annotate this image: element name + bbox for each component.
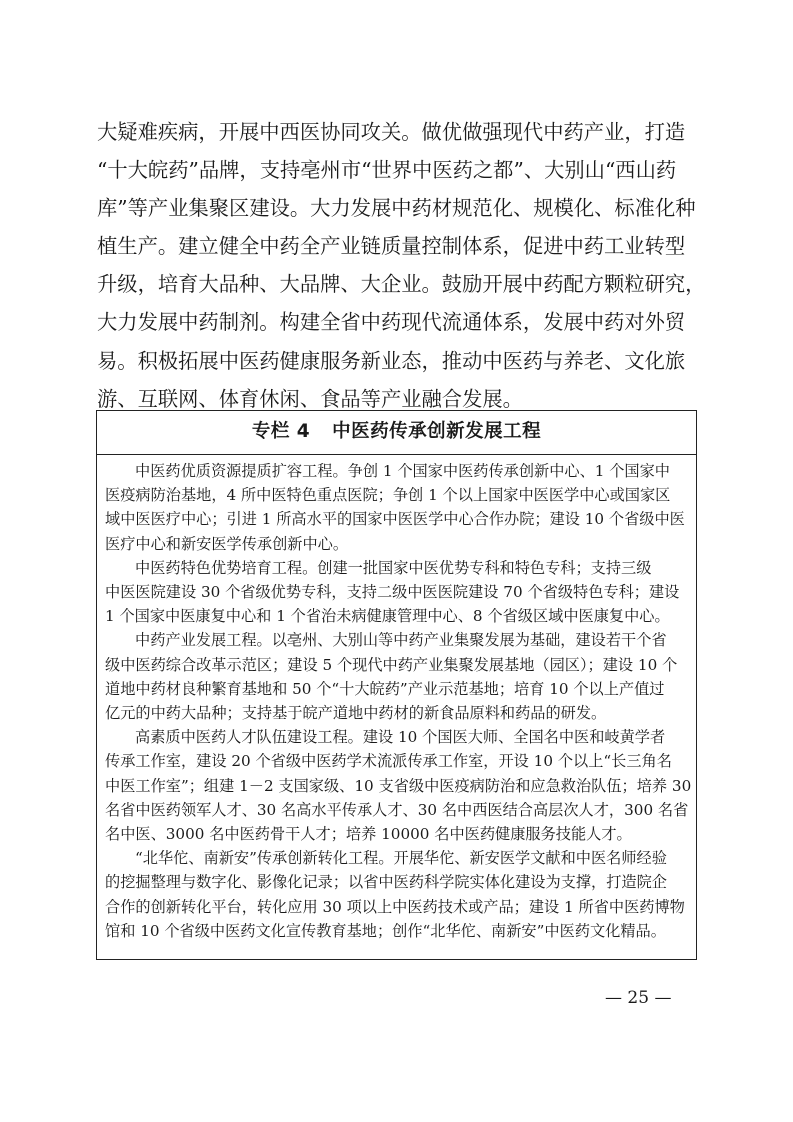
box-paragraph	[105, 556, 688, 629]
box-paragraph-line: 名省中医药领军人才、30 名高水平传承人才、30 名中西医结合高层次人才，300 名省	[105, 800, 689, 819]
box-title-prefix: 专栏 4	[251, 421, 311, 442]
box-paragraph-line: 合作的创新转化平台，转化应用 30 项以上中医药技术或产品；建设 1 所省中医药博物	[105, 897, 685, 916]
box-paragraph-line: “北华佗、南新安”传承创新转化工程。开展华佗、新安医学文献和中医名师经验	[135, 849, 667, 868]
box-paragraph	[105, 459, 688, 556]
body-line: 库”等产业集聚区建设。大力发展中药材规范化、规模化、标准化种	[97, 196, 696, 221]
box-paragraph-line: 域中医医疗中心；引进 1 所高水平的国家中医医学中心合作办院；建设 10 个省级中医	[105, 510, 685, 529]
body-line: “十大皖药”品牌，支持亳州市“世界中医药之都”、大别山“西山药	[97, 158, 677, 183]
box-paragraph-line: 中医医院建设 30 个省级优势专科，支持二级中医医院建设 70 个省级特色专科；建设	[105, 583, 680, 602]
body-line: 易。积极拓展中医药健康服务新业态，推动中医药与养老、文化旅	[97, 348, 686, 373]
page-number: — 25 —	[605, 988, 672, 1008]
box-title	[97, 411, 696, 455]
box-paragraph	[105, 725, 692, 846]
box-paragraph	[105, 846, 688, 943]
box-paragraph-line: 中医药优质资源提质扩容工程。争创 1 个国家中医药传承创新中心、1 个国家中	[135, 462, 670, 480]
box-paragraph-line: 亿元的中药大品种；支持基于皖产道地中药材的新食品原料和药品的研发。	[105, 704, 607, 723]
box-paragraph-line: 中药产业发展工程。以亳州、大别山等中药产业集聚发展为基础，建设若干个省	[135, 631, 667, 650]
box-paragraph-line: 高素质中医药人才队伍建设工程。建设 10 个国医大师、全国名中医和岐黄学者	[135, 728, 666, 747]
box-paragraph-line: 级中医药综合改革示范区；建设 5 个现代中药产业集聚发展基地（园区）；建设 10 个	[105, 655, 678, 674]
box-paragraph-line: 医疗中心和新安医学传承创新中心。	[105, 534, 348, 553]
body-line: 大力发展中药制剂。构建全省中药现代流通体系，发展中药对外贸	[97, 310, 686, 335]
box-paragraph-line: 1 个国家中医康复中心和 1 个省治未病健康管理中心、8 个省级区域中医康复中心。	[105, 607, 670, 626]
box-paragraph-line: 医疫病防治基地，4 所中医特色重点医院；争创 1 个以上国家中医医学中心或国家区	[105, 486, 671, 505]
body-line: 升级，培育大品种、大品牌、大企业。鼓励开展中药配方颗粒研究，	[97, 272, 706, 297]
box-paragraph	[105, 628, 688, 725]
box-paragraph-line: 道地中药材良种繁育基地和 50 个“十大皖药”产业示范基地；培育 10 个以上产值过	[105, 679, 665, 698]
box-paragraph-line: 传承工作室，建设 20 个省级中医药学术流派传承工作室，开设 10 个以上“长三角名	[105, 752, 672, 771]
feature-box	[96, 410, 697, 960]
box-title-text: 中医药传承创新发展工程	[332, 421, 542, 442]
box-paragraph-line: 中医工作室”；组建 1－2 支国家级、10 支省级中医疫病防治和应急救治队伍；培养 30	[105, 776, 692, 795]
box-paragraph-line: 馆和 10 个省级中医药文化宣传教育基地；创作“北华佗、南新安”中医药文化精品。	[105, 921, 666, 940]
body-line: 游、互联网、体育休闲、食品等产业融合发展。	[97, 386, 523, 411]
body-line: 大疑难疾病，开展中西医协同攻关。做优做强现代中药产业，打造	[97, 120, 686, 144]
box-paragraph-line: 的挖掘整理与数字化、影像化记录；以省中医药科学院实体化建设为支撑，打造院企	[105, 873, 667, 892]
box-paragraph-line: 名中医、3000 名中医药骨干人才；培养 10000 名中医药健康服务技能人才。	[105, 825, 632, 844]
body-line: 植生产。建立健全中药全产业链质量控制体系，促进中药工业转型	[97, 234, 686, 259]
box-body	[97, 455, 696, 943]
box-paragraph-line: 中医药特色优势培育工程。创建一批国家中医优势专科和特色专科；支持三级	[135, 558, 652, 577]
body-paragraph	[97, 113, 706, 418]
